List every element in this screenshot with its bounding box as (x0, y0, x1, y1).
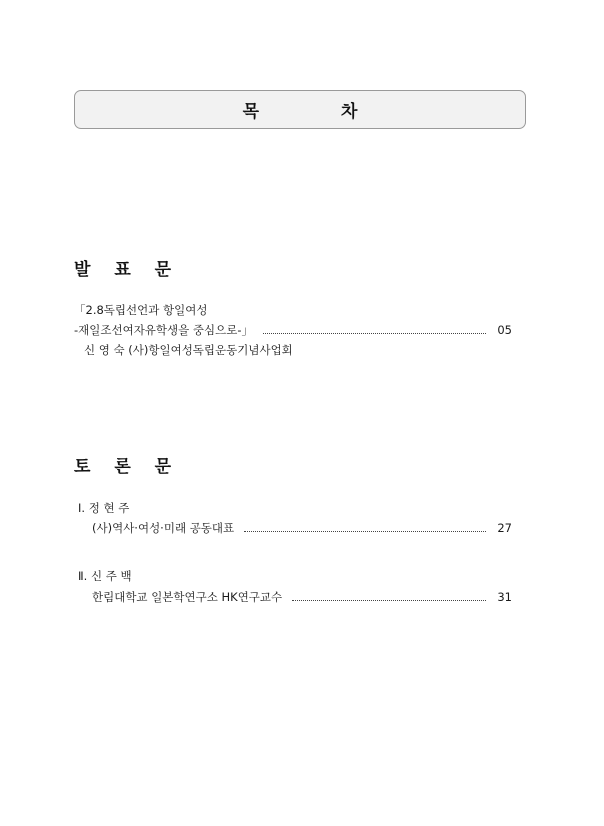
discussion-heading: 토 론 문 (74, 457, 181, 477)
discussant-affiliation: (사)역사·여성·미래 공동대표 (92, 521, 235, 535)
paper-title-line1: 「2.8독립선언과 항일여성 (74, 303, 208, 317)
discussant-affiliation: 한림대학교 일본학연구소 HK연구교수 (92, 590, 283, 604)
page-number: 05 (497, 323, 512, 337)
toc-entry-discussion-2[interactable] (92, 590, 512, 604)
discussant-name: Ⅱ. 신 주 백 (78, 569, 132, 583)
dot-leader (292, 600, 486, 601)
toc-title-box (74, 90, 526, 129)
dot-leader (244, 531, 486, 532)
page-number: 31 (497, 590, 512, 604)
toc-entry-presentation[interactable] (74, 323, 512, 337)
page-number: 27 (497, 521, 512, 535)
toc-entry-discussion-1[interactable] (92, 521, 512, 535)
toc-title: 목 차 (242, 102, 396, 122)
presentation-heading: 발 표 문 (74, 260, 181, 280)
paper-title-line2: -재일조선여자유학생을 중심으로-」 (74, 323, 253, 337)
dot-leader (263, 333, 486, 334)
discussant-name: Ⅰ. 정 현 주 (78, 501, 130, 515)
presenter-line: 신 영 숙 (사)항일여성독립운동기념사업회 (84, 343, 293, 357)
